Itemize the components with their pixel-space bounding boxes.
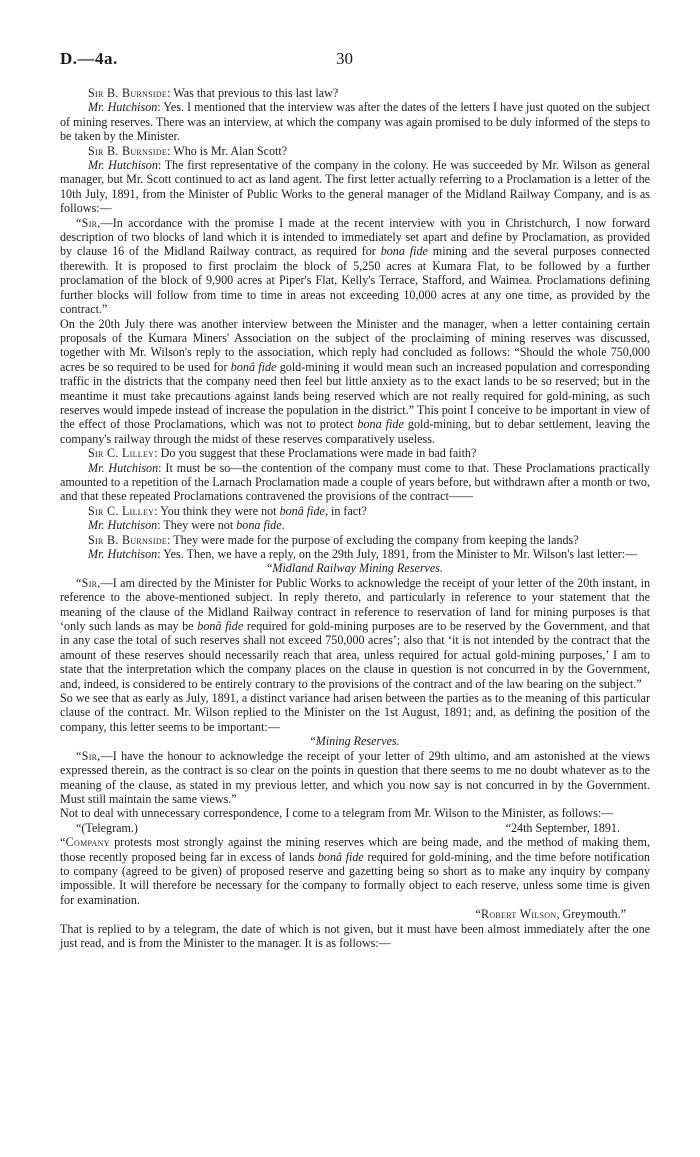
paragraph-segment: : Do you suggest that these Proclamations were made in bad faith? xyxy=(154,446,477,461)
paragraph xyxy=(60,504,650,518)
paragraph-list xyxy=(60,86,650,821)
paragraph-segment: Sir C. Lilley xyxy=(88,446,155,461)
paragraph-segment: , in fact? xyxy=(324,503,367,518)
paragraph-segment: : Yes. Then, we have a reply, on the 29th July, 1891, from the Minister to Mr. Wilson's last letter:— xyxy=(157,547,638,561)
paragraph-segment: required for gold-mining purposes are to be reserved by the Government, and that in any case the total of such reserves shall not exceed 750,000 acres’; also that ‘it is not intended by the contract that the amount of these reserves should necessarily reach that area, unless required for actual gold-mining purposes,’ I am to state that the interpretation which the company places on the clause in question is not concurred in by the Government, and, indeed, is considered to be entirely contrary to the provisions of the contract and of the law bearing on the subject.” xyxy=(60,619,650,691)
paragraph xyxy=(60,734,650,748)
paragraph xyxy=(60,561,650,575)
telegram-date: “24th September, 1891. xyxy=(505,820,620,835)
telegram-signature-segment: “Robert Wilson xyxy=(475,907,557,922)
paragraph-segment: “Sir, xyxy=(76,215,101,230)
telegram-body xyxy=(60,835,650,907)
paragraph xyxy=(60,86,650,100)
page-number: 30 xyxy=(336,49,353,68)
paragraph xyxy=(60,576,650,691)
paragraph-segment: Sir B. Burnside xyxy=(88,532,168,547)
telegram-signature-segment: , Greymouth.” xyxy=(556,907,626,922)
paragraph-segment: : You think they were not xyxy=(154,503,280,518)
paragraph-segment: Mr. Hutchison xyxy=(88,547,158,561)
paragraph-segment: : Who is Mr. Alan Scott? xyxy=(167,143,288,158)
paragraph-segment: Mr. Hutchison xyxy=(88,460,159,475)
telegram-heading xyxy=(60,821,650,835)
telegram-body-segment: bonâ fide xyxy=(317,849,364,864)
paragraph-segment: Not to deal with unnecessary correspondence, I come to a telegram from Mr. Wilson to the Minister, as follows:— xyxy=(60,806,614,821)
paragraph-segment: Sir B. Burnside xyxy=(88,143,168,158)
paragraph-segment: —In accordance with the promise I made at the recent interview with you in Christchurch, I now forward description of two blocks of land which it is intended to immediately set apart and define by Proclamation, as provided by clause 16 of the Midland Railway contract, as required for xyxy=(60,215,650,259)
paragraph-segment: : It must be so—the contention of the company must come to that. These Proclamations practically amounted to a repetition of the Larnach Proclamation made a couple of years before, but withdrawn after a month or two, and that these repeated Proclamations contravened the provisions of the contract—— xyxy=(60,460,650,504)
paragraph-segment: bonâ fide xyxy=(230,359,277,374)
paragraph-segment: —I am directed by the Minister for Public Works to acknowledge the receipt of your letter of the 20th instant, in reference to the above-mentioned subject. In reply thereto, and particularly in reference to your statement that the meaning of the clause of the Midland Railway contract in reference to reservation of land for mining purposes is that ‘only such lands as may be xyxy=(60,575,650,634)
paragraph xyxy=(60,216,650,317)
paragraph xyxy=(60,446,650,460)
paragraph-segment: —I have the honour to acknowledge the receipt of your letter of 29th ultimo, and am astonished at the views expressed therein, as the contract is so clear on the points in question that there seems to me no doubt whatever as to the meaning of the clause, as stated in my previous letter, and which you now say is not concurred in by the Government. Must still maintain the same views.” xyxy=(60,748,650,806)
paragraph xyxy=(60,158,650,216)
paragraph-segment: . xyxy=(281,518,285,533)
paragraph-segment: : They were made for the purpose of excluding the company from keeping the lands? xyxy=(167,532,579,547)
telegram-body-segment: “Company xyxy=(60,835,110,850)
paragraph xyxy=(60,533,650,547)
page-header xyxy=(60,49,650,76)
paragraph-segment: On the 20th July there was another interview between the Minister and the manager, when a letter containing certain proposals of the Kumara Miners' Association on the subject of the proclaiming of mining reserves was discussed, together with Mr. Wilson's reply to the association, which reply had concluded as follows: “Should the whole 750,000 acres be so required to be used for xyxy=(60,316,650,374)
paragraph xyxy=(60,518,650,532)
telegram-body-segment: required for gold-mining, and the time before notification to company (agreed to be given) of proposed reserve and gazetting being so short as to make any inquiry by company impossible. It will therefore be necessary for the company to formally object to each reserve, unless some time is given for examination. xyxy=(60,849,650,907)
paragraph-segment: mining and the several purposes connected therewith. It is proposed to first proclaim the block of 5,250 acres at Kumara Flat, to be followed by a further proclamation of the block of 9,900 acres at Piper's Flat, Kelly's Terrace, Stafford, and Waimea. Proclamations defining further blocks will follow from time to time in areas not exceeding 10,000 acres at any one time, as provided by the contract.” xyxy=(60,244,650,317)
paragraph-segment: Mining Reserves. xyxy=(315,734,400,749)
paragraph xyxy=(60,547,650,561)
paragraph-segment: bona fide xyxy=(357,417,404,432)
paragraph-segment: “Sir, xyxy=(76,575,101,590)
paragraph-segment: bonâ fide xyxy=(197,619,244,634)
paragraph xyxy=(60,317,650,447)
paragraph-segment: gold-mining, but to debar settlement, leaving the company's railway through the midst of these reserves comparatively useless. xyxy=(60,417,650,446)
paragraph-segment: Sir B. Burnside xyxy=(88,86,168,100)
paragraph-segment: “Sir, xyxy=(76,748,101,763)
paragraph-segment: Sir C. Lilley xyxy=(88,503,155,518)
paragraph-segment: gold-mining it would mean such an increased population and corresponding traffic in the districts that the company need then feel but little anxiety as to the exact lands to be so reserved; but in the meantime it must take precautions against lands being reserved which are not really required for gold-mining, as such reserves would impede instead of increase the population in the district.” This point I conceive to be important in view of the effect of those Proclamations, which was not to protect xyxy=(60,359,650,432)
paragraph-segment: “ xyxy=(310,734,316,749)
paragraph-segment: : Was that previous to this last law? xyxy=(167,86,339,100)
paper-reference: D.—4a. xyxy=(60,49,118,68)
paragraph-segment: Mr. Hutchison xyxy=(88,100,158,115)
paragraph-segment: Midland Railway Mining Reserves. xyxy=(272,561,443,576)
telegram-body-segment: protests most strongly against the mining reserves which are being made, and the method of making them, those recently proposed being far in excess of lands xyxy=(60,835,650,864)
paragraph xyxy=(60,144,650,158)
paragraph xyxy=(60,461,650,504)
paragraph xyxy=(60,806,650,820)
paragraph-segment: bonâ fide xyxy=(279,503,325,518)
paragraph-segment: “ xyxy=(267,561,273,576)
closing-paragraph: That is replied to by a telegram, the date of which is not given, but it must have been almost immediately after the one just read, and is from the Minister to the manager. It is as follows:— xyxy=(60,921,650,950)
document-body xyxy=(60,86,650,950)
paragraph xyxy=(60,100,650,143)
paragraph xyxy=(60,749,650,807)
paragraph-segment: So we see that as early as July, 1891, a distinct variance had arisen between the parties as to the meaning of this particular clause of the contract. Mr. Wilson replied to the Minister on the 1st August, 1891; and, as defining the position of the company, this letter seems to be important:— xyxy=(60,691,650,734)
paragraph-segment: : Yes. I mentioned that the interview was after the dates of the letters I have just quoted on the subject of mining reserves. There was an interview, at which the company was again promised to be duly informed of the steps to be taken by the Minister. xyxy=(60,100,650,144)
paragraph-segment: : They were not xyxy=(157,518,237,533)
paragraph-segment: Mr. Hutchison xyxy=(88,518,158,533)
telegram-label: “(Telegram.) xyxy=(76,820,138,835)
paragraph xyxy=(60,691,650,734)
paragraph-segment: bona fide xyxy=(236,518,282,533)
paragraph-segment: : The first representative of the company in the colony. He was succeeded by Mr. Wilson as general manager, but Mr. Scott continued to act as land agent. The first letter actually referring to a Proclamation is a letter of the 10th July, 1891, from the Minister of Public Works to the general manager of the Midland Railway Company, and is as follows:— xyxy=(60,158,651,216)
telegram-signature xyxy=(60,907,650,921)
paragraph-segment: Mr. Hutchison xyxy=(88,158,158,173)
paragraph-segment: bona fide xyxy=(380,244,428,259)
